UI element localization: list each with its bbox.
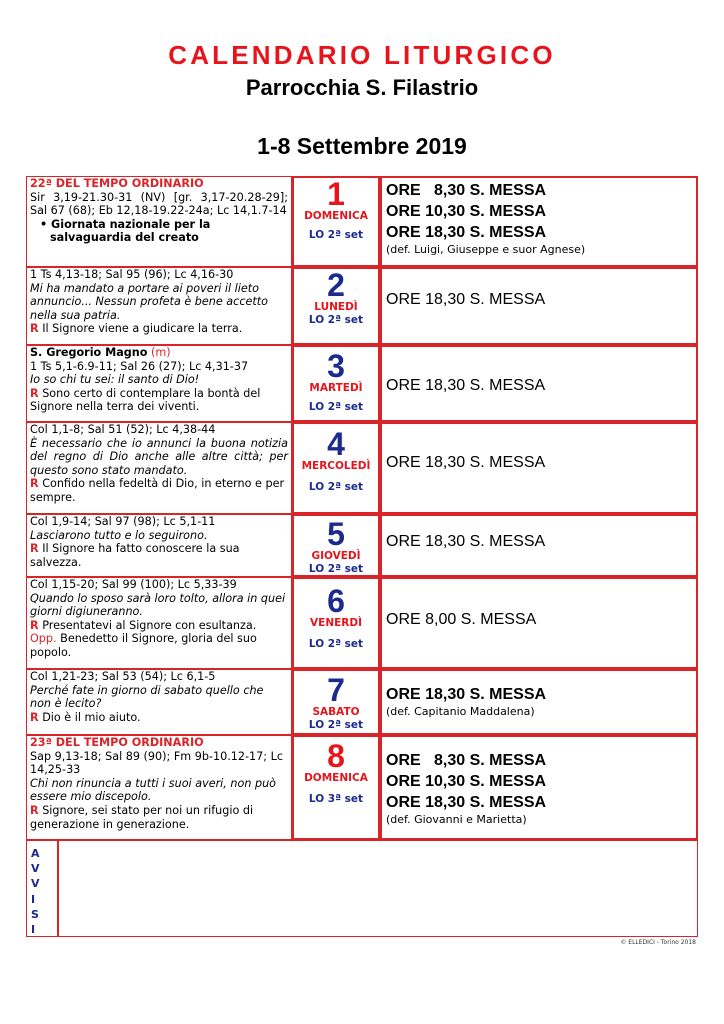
mass-time: ORE 18,30 S. MESSA bbox=[386, 794, 547, 811]
readings-refs: 1 Ts 4,13-18; Sal 95 (96); Lc 4,16-30 bbox=[30, 268, 234, 281]
psalm-response: R Signore, sei stato per noi un rifugio di generazione in generazione. bbox=[30, 803, 254, 831]
date-range: 1-8 Settembre 2019 bbox=[257, 133, 467, 159]
weekday-label: MERCOLEDÌ bbox=[301, 460, 371, 472]
readings-refs: Col 1,9-14; Sal 97 (98); Lc 5,1-11 bbox=[30, 515, 216, 528]
gospel-quote: Chi non rinuncia a tutti i suoi averi, non può essere mio discepolo. bbox=[30, 776, 277, 804]
date-cell bbox=[292, 176, 380, 267]
day-number: 7 bbox=[327, 672, 345, 708]
date-cell bbox=[292, 345, 380, 422]
readings-refs: Col 1,21-23; Sal 53 (54); Lc 6,1-5 bbox=[30, 670, 216, 683]
day-number: 8 bbox=[327, 738, 345, 774]
readings-refs: Col 1,1-8; Sal 51 (52); Lc 4,38-44 bbox=[30, 423, 216, 436]
gospel-quote: Lasciarono tutto e lo seguirono. bbox=[30, 528, 208, 542]
psalm-response: R Presentatevi al Signore con esultanza. bbox=[30, 618, 257, 632]
avvisi-label: A V V I S I bbox=[31, 847, 40, 937]
mass-cell bbox=[380, 267, 698, 345]
psalm-response: R Confido nella fedeltà di Dio, in eterno e per sempre. bbox=[30, 477, 285, 504]
weekday-label: MARTEDÌ bbox=[309, 382, 363, 394]
copyright-footer: © ELLEDICI - Torino 2018 bbox=[620, 939, 696, 946]
readings-refs: Col 1,15-20; Sal 99 (100); Lc 5,33-39 bbox=[30, 578, 237, 591]
day-row-6 bbox=[26, 577, 698, 669]
gospel-quote: Io so chi tu sei: il santo di Dio! bbox=[30, 373, 200, 387]
psalm-response: R Il Signore ha fatto conoscere la sua salvezza. bbox=[30, 542, 240, 569]
mass-cell bbox=[380, 176, 698, 267]
mass-time: ORE 18,30 S. MESSA bbox=[386, 686, 547, 703]
day-row-7 bbox=[26, 669, 698, 735]
lo-label: LO 3ª set bbox=[308, 793, 364, 805]
gospel-quote: È necessario che io annunci la buona notizia del regno di Dio anche alle altre città; per questo sono stato mandato. bbox=[30, 436, 288, 477]
date-cell bbox=[292, 267, 380, 345]
readings-refs: 1 Ts 5,1-6.9-11; Sal 26 (27); Lc 4,31-37 bbox=[30, 359, 249, 373]
readings-cell bbox=[26, 422, 292, 514]
mass-time: ORE 8,00 S. MESSA bbox=[386, 611, 537, 628]
lo-label: LO 2ª set bbox=[308, 638, 364, 650]
day-number: 5 bbox=[327, 516, 345, 552]
mass-cell bbox=[380, 577, 698, 669]
day-number: 4 bbox=[327, 426, 345, 462]
readings-cell bbox=[26, 345, 292, 422]
date-cell bbox=[292, 669, 380, 735]
day-row-1 bbox=[26, 176, 698, 267]
readings-refs: Sir 3,19-21.30-31 (NV) [gr. 3,17-20.28-29]; Sal 67 (68); Eb 12,18-19.22-24a; Lc 14,1.7-14 bbox=[30, 190, 288, 218]
mass-note: (def. Luigi, Giuseppe e suor Agnese) bbox=[386, 243, 586, 256]
day-number: 6 bbox=[327, 583, 345, 619]
date-cell bbox=[292, 422, 380, 514]
psalm-response: R Dio è il mio aiuto. bbox=[30, 710, 141, 724]
day-row-5 bbox=[26, 514, 698, 577]
mass-time: ORE 18,30 S. MESSA bbox=[386, 533, 546, 550]
date-cell bbox=[292, 514, 380, 577]
readings-cell bbox=[26, 577, 292, 669]
saint-memorial: S. Gregorio Magno (m) bbox=[30, 346, 171, 359]
lo-label: LO 2ª set bbox=[308, 314, 364, 326]
day-row-4 bbox=[26, 422, 698, 514]
mass-cell bbox=[380, 514, 698, 577]
gospel-quote: Mi ha mandato a portare ai poveri il lieto annuncio... Nessun profeta è bene accetto nella sua patria. bbox=[30, 281, 268, 322]
mass-time: ORE 18,30 S. MESSA bbox=[386, 291, 546, 308]
mass-cell bbox=[380, 345, 698, 422]
mass-time: ORE 18,30 S. MESSA bbox=[386, 224, 547, 241]
mass-time: ORE 10,30 S. MESSA bbox=[386, 203, 547, 220]
mass-time: ORE 10,30 S. MESSA bbox=[386, 773, 547, 790]
liturgical-title: 23ª DEL TEMPO ORDINARIO bbox=[30, 736, 204, 749]
lo-label: LO 2ª set bbox=[308, 229, 364, 241]
avvisi-label-cell bbox=[26, 840, 58, 937]
lo-label: LO 2ª set bbox=[308, 563, 364, 575]
readings-cell bbox=[26, 735, 292, 840]
day-number: 2 bbox=[327, 267, 345, 303]
mass-note: (def. Capitanio Maddalena) bbox=[386, 705, 535, 718]
day-row-2 bbox=[26, 267, 698, 345]
lo-label: LO 2ª set bbox=[308, 719, 364, 731]
calendar-title: CALENDARIO LITURGICO bbox=[168, 40, 556, 70]
date-cell bbox=[292, 735, 380, 840]
weekday-label: GIOVEDÌ bbox=[311, 550, 361, 562]
gospel-quote: Perché fate in giorno di sabato quello che non è lecito? bbox=[30, 683, 264, 711]
day-row-3 bbox=[26, 345, 698, 422]
lo-label: LO 2ª set bbox=[308, 401, 364, 413]
mass-time: ORE 18,30 S. MESSA bbox=[386, 377, 546, 394]
readings-refs: Sap 9,13-18; Sal 89 (90); Fm 9b-10.12-17; Lc 14,25-33 bbox=[30, 749, 283, 777]
weekday-label: DOMENICA bbox=[304, 210, 368, 222]
day-number: 1 bbox=[327, 176, 345, 212]
mass-time: ORE 18,30 S. MESSA bbox=[386, 454, 546, 471]
weekday-label: VENERDÌ bbox=[310, 617, 362, 629]
day-row-8 bbox=[26, 735, 698, 840]
readings-cell bbox=[26, 669, 292, 735]
avvisi-notes-area bbox=[58, 840, 698, 937]
weekday-label: SABATO bbox=[312, 706, 360, 718]
mass-cell bbox=[380, 422, 698, 514]
alt-response: Opp. Benedetto il Signore, gloria del suo popolo. bbox=[30, 632, 257, 659]
gospel-quote: Quando lo sposo sarà loro tolto, allora in quei giorni digiuneranno. bbox=[30, 591, 286, 619]
mass-time: ORE 8,30 S. MESSA bbox=[386, 752, 547, 769]
weekday-label: LUNEDÌ bbox=[314, 301, 358, 313]
day-number: 3 bbox=[327, 348, 345, 384]
date-cell bbox=[292, 577, 380, 669]
psalm-response: R Sono certo di contemplare la bontà del Signore nella terra dei viventi. bbox=[30, 386, 261, 414]
readings-cell bbox=[26, 267, 292, 345]
lo-label: LO 2ª set bbox=[308, 481, 364, 493]
weekday-label: DOMENICA bbox=[304, 772, 368, 784]
psalm-response: R Il Signore viene a giudicare la terra. bbox=[30, 322, 243, 336]
readings-cell bbox=[26, 514, 292, 577]
mass-time: ORE 8,30 S. MESSA bbox=[386, 182, 547, 199]
liturgical-title: 22ª DEL TEMPO ORDINARIO bbox=[30, 177, 204, 190]
bullet-note: • Giornata nazionale per la salvaguardia del creato bbox=[40, 217, 211, 245]
mass-cell bbox=[380, 735, 698, 840]
mass-note: (def. Giovanni e Marietta) bbox=[386, 813, 527, 826]
readings-cell bbox=[26, 176, 292, 267]
parish-name: Parrocchia S. Filastrio bbox=[245, 75, 479, 100]
mass-cell bbox=[380, 669, 698, 735]
